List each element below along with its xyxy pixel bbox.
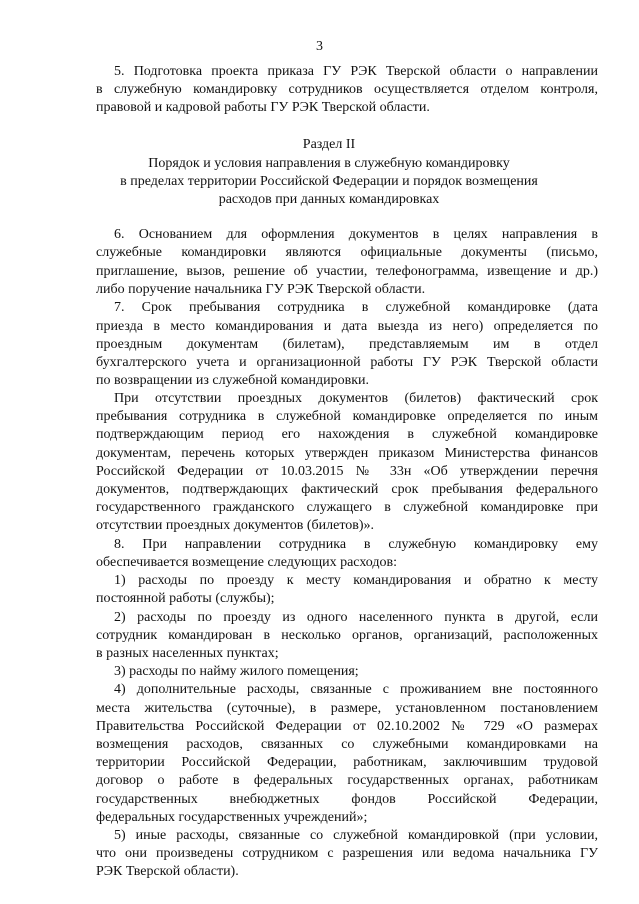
paragraph-line: в служебную командировку сотрудников осуществляется отделом контроля, (96, 82, 598, 97)
paragraph-line: что они произведены сотрудником с разрешения или ведома начальника ГУ (96, 846, 598, 861)
paragraph-line: государственных внебюджетных фондов Российской Федерации, (96, 792, 598, 807)
page-number: 3 (316, 39, 323, 54)
paragraph-line: по возвращении из служебной командировки. (96, 373, 369, 388)
section-heading-line: расходов при данных командировках (218, 192, 440, 207)
paragraph-line: либо поручение начальника ГУ РЭК Тверской области. (96, 282, 426, 297)
section-heading-line: в пределах территории Российской Федерации и порядок возмещения (120, 174, 538, 189)
paragraph-line: 5) иные расходы, связанные со служебной командировкой (при условии, (114, 828, 598, 843)
paragraph-line: постоянной работы (службы); (96, 591, 275, 606)
paragraph-line: пребывания сотрудника в служебной командировке определяется по иным (96, 409, 598, 424)
section-heading-line: Порядок и условия направления в служебную командировку (148, 156, 510, 171)
paragraph-line: в разных населенных пунктах; (96, 646, 279, 661)
paragraph-line: обеспечивается возмещение следующих расходов: (96, 555, 398, 570)
paragraph-line: государственного гражданского служащего в служебной командировке при (96, 500, 598, 515)
paragraph-line: федеральных государственных учреждений»; (96, 810, 368, 825)
paragraph-line: территории Российской Федерации, работникам, заключившим трудовой (96, 755, 598, 770)
paragraph-line: подтверждающим период его нахождения в служебной командировке (96, 427, 598, 442)
paragraph-line: договор о работе в федеральных государственных органах, работникам (96, 773, 598, 788)
paragraph-line: документам, перечень которых утвержден приказом Министерства финансов (96, 446, 598, 461)
paragraph-line: бухгалтерского учета и организационной работы ГУ РЭК Тверской области (96, 355, 598, 370)
paragraph-line: возмещения расходов, связанных со служебными командировками на (96, 737, 598, 752)
paragraph-line: проездным документам (билетам), представляемым им в отдел (96, 337, 598, 352)
paragraph-line: 7. Срок пребывания сотрудника в служебной командировке (дата (114, 300, 598, 315)
paragraph-line: Российской Федерации от 10.03.2015 № 33н «Об утверждении перечня (96, 464, 598, 479)
paragraph-line: При отсутствии проездных документов (билетов) фактический срок (114, 391, 598, 406)
paragraph-line: 8. При направлении сотрудника в служебную командировку ему (114, 537, 598, 552)
paragraph-line: 2) расходы по проезду из одного населенного пункта в другой, если (114, 610, 598, 625)
paragraph-line: 3) расходы по найму жилого помещения; (114, 664, 359, 679)
paragraph-line: места жительства (суточные), в размере, установленном постановлением (96, 701, 598, 716)
paragraph-line: Правительства Российской Федерации от 02.10.2002 № 729 «О размерах (96, 719, 598, 734)
paragraph-line: отсутствии проездных документов (билетов)». (96, 518, 375, 533)
paragraph-line: приглашение, вызов, решение об участии, телефонограмма, извещение и др.) (96, 264, 598, 279)
paragraph-line: правовой и кадровой работы ГУ РЭК Тверской области. (96, 100, 430, 115)
paragraph-line: сотрудник командирован в несколько органов, организаций, расположенных (96, 628, 598, 643)
paragraph-line: 6. Основанием для оформления документов в целях направления в (114, 227, 598, 242)
section-heading-line: Раздел II (302, 137, 356, 152)
paragraph-line: 5. Подготовка проекта приказа ГУ РЭК Тверской области о направлении (114, 64, 598, 79)
paragraph-line: документов, подтверждающих фактический срок пребывания федерального (96, 482, 598, 497)
paragraph-line: РЭК Тверской области). (96, 864, 239, 879)
paragraph-line: приезда в место командирования и дата выезда из него) определяется по (96, 319, 598, 334)
paragraph-line: служебные командировки являются официальные документы (письмо, (96, 245, 598, 260)
paragraph-line: 4) дополнительные расходы, связанные с проживанием вне постоянного (114, 682, 598, 697)
paragraph-line: 1) расходы по проезду к месту командирования и обратно к месту (114, 573, 598, 588)
